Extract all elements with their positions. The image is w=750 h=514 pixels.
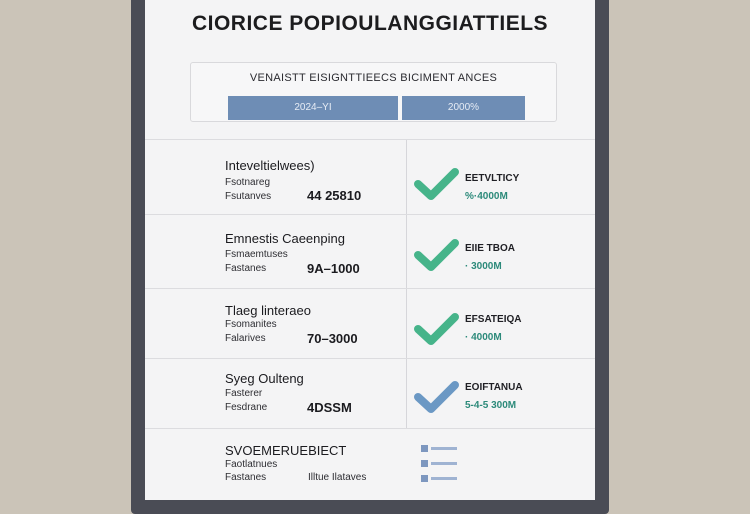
row-right-label: EETVLTICY [465, 173, 520, 184]
row-right-label: EOIFTANUA [465, 382, 523, 393]
row-right-value: 5-4-5 300M [465, 400, 517, 411]
check-icon [413, 164, 461, 204]
row-value: 70–3000 [307, 331, 358, 346]
row-name: Inteveltielwees) [225, 158, 315, 173]
row-right-label: EFSATEIQA [465, 314, 522, 325]
row-divider [406, 359, 407, 429]
table-row [145, 288, 595, 359]
row-sub: Fesdrane [225, 402, 268, 413]
row-sub: Fastanes [225, 263, 267, 274]
legend-marker [421, 445, 428, 452]
row-right-label: EIIE TBOA [465, 243, 516, 254]
row-right-value: · 3000M [465, 261, 502, 272]
row-value: 9A–1000 [307, 261, 360, 276]
tab-year-2[interactable]: 2000% [402, 96, 525, 120]
legend-marker [421, 475, 428, 482]
row-value: Illtue Ilataves [308, 472, 367, 483]
check-icon [413, 235, 461, 275]
row-name: Syeg Oulteng [225, 371, 304, 386]
row-divider [406, 289, 407, 359]
row-divider [406, 215, 407, 289]
infographic-sheet [145, 0, 595, 500]
row-sub: Fastanes [225, 472, 267, 483]
row-name: SVOEMERUEBIECT [225, 443, 347, 458]
row-value: 44 25810 [307, 188, 362, 203]
row-sub: Faotlatnues [225, 459, 278, 470]
page-title: CIORICE POPIOULANGGIATTIELS [191, 12, 549, 35]
header-card [190, 62, 557, 122]
table-row [145, 358, 595, 429]
row-name: Tlaeg linteraeo [225, 303, 311, 318]
check-icon [413, 309, 461, 349]
row-sub: Fsmaemtuses [225, 249, 288, 260]
row-sub: Falarives [225, 333, 266, 344]
table-row [145, 428, 595, 500]
tab-year-1[interactable]: 2024–YI [228, 96, 398, 120]
row-right-value: %·4000M [465, 191, 508, 202]
table-row [145, 214, 595, 289]
legend-bar [431, 477, 457, 480]
row-right-value: · 4000M [465, 332, 502, 343]
legend-bar [431, 462, 457, 465]
row-value: 4DSSM [307, 400, 352, 415]
row-sub: Fsomanites [225, 319, 277, 330]
check-icon [413, 377, 461, 417]
legend-marker [421, 460, 428, 467]
row-name: Emnestis Caeenping [225, 231, 345, 246]
table-row [145, 139, 595, 215]
row-divider [406, 140, 407, 215]
row-sub: Fsotnareg [225, 177, 271, 188]
legend-bar [431, 447, 457, 450]
header-subtitle: VENAISTT EISIGNTTIEECS BICIMENT ANCES [249, 72, 498, 84]
row-sub: Fsutanves [225, 191, 272, 202]
row-sub: Fasterer [225, 388, 263, 399]
